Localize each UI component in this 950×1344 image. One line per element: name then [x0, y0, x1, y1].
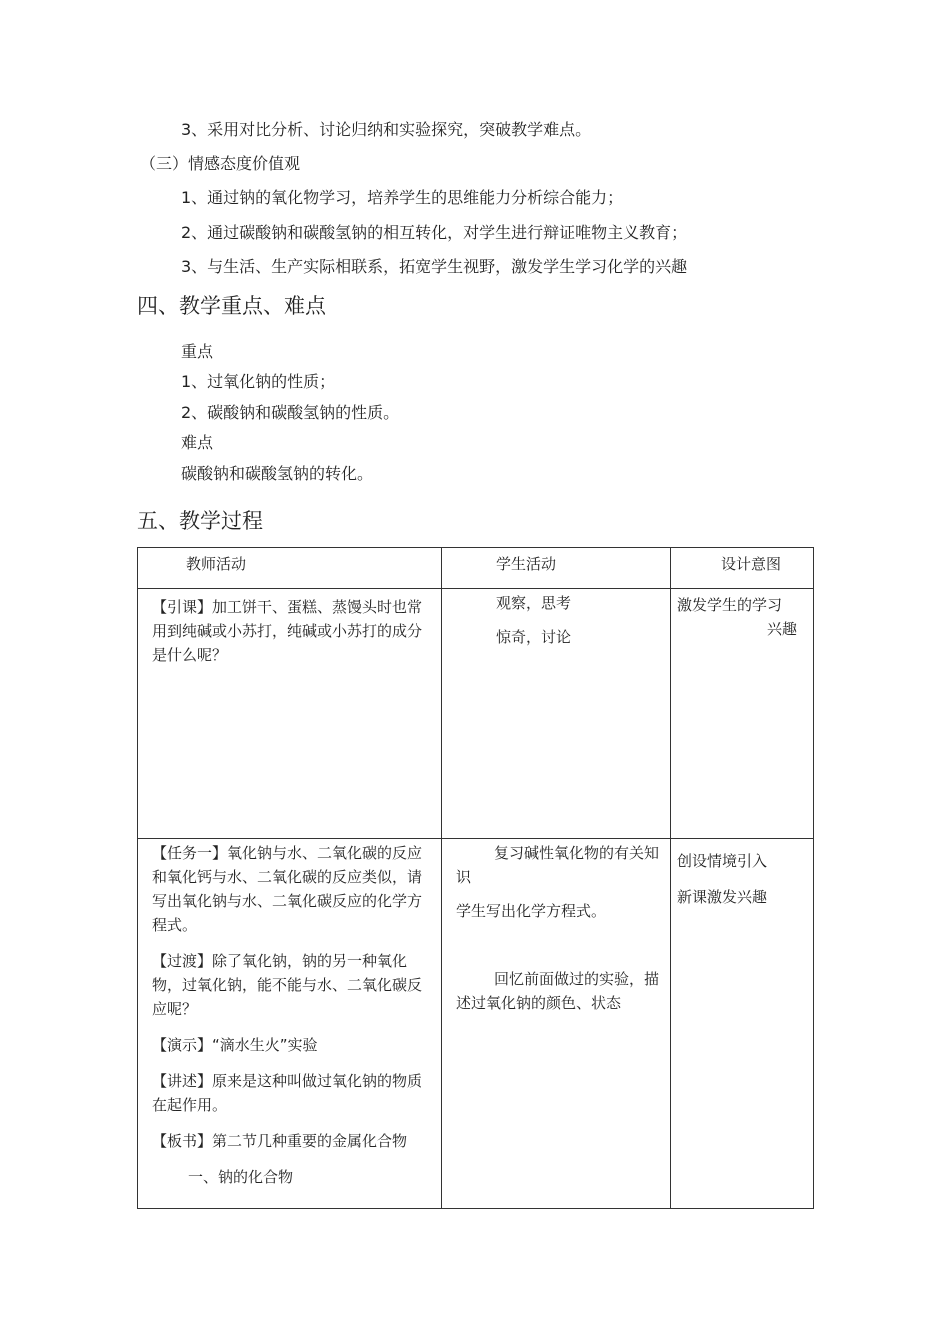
row2-teacher: 【任务一】氧化钠与水、二氧化碳的反应和氧化钙与水、二氧化碳的反应类似，请写出氧化钠与水、二氧化碳反应的化学方程式。 【过渡】除了氧化钠，钠的另一种氧化物，过氧化钠，能不能与水、二氧化碳反应呢？ 【演示】“滴水生火”实验 【讲述】原来是这种叫做过氧化钠的物质在起作用。 【板书】第二节几种重要的金属化合物 一、钠的化合物 — [138, 839, 442, 1209]
section4-heading: 四、教学重点、难点 — [137, 294, 326, 318]
table-row — [138, 589, 814, 839]
section5-heading: 五、教学过程 — [137, 509, 263, 533]
key-point-2: 2、碳酸钠和碳酸氢钠的性质。 — [181, 403, 400, 422]
difficult-point-1: 碳酸钠和碳酸氢钠的转化。 — [181, 464, 374, 483]
intro-text: 【引课】加工饼干、蛋糕、蒸馒头时也常用到纯碱或小苏打，纯碱或小苏打的成分是什么呢？ — [152, 598, 423, 664]
subsection-emotion-heading: （三）情感态度价值观 — [140, 154, 301, 173]
table-header-row — [138, 548, 814, 589]
objective-line-3: 3、采用对比分析、讨论归纳和实验探究，突破教学难点。 — [181, 120, 592, 139]
header-teacher: 教师活动 — [138, 548, 442, 589]
row2-student: 复习碱性氧化物的有关知识 学生写出化学方程式。 回忆前面做过的实验，描述过氧化钠的颜色、状态 — [442, 839, 671, 1209]
header-student: 学生活动 — [442, 548, 671, 589]
emotion-line-1: 1、通过钠的氧化物学习，培养学生的思维能力分析综合能力； — [181, 188, 624, 207]
emotion-line-2: 2、通过碳酸钠和碳酸氢钠的相互转化，对学生进行辩证唯物主义教育； — [181, 223, 688, 242]
table-row — [138, 839, 814, 1209]
emotion-line-3: 3、与生活、生产实际相联系，拓宽学生视野，激发学生学习化学的兴趣 — [181, 257, 688, 276]
header-intent: 设计意图 — [671, 548, 814, 589]
teaching-process-table — [137, 547, 814, 1209]
row2-intent: 创设情境引入 新课激发兴趣 — [671, 839, 814, 1209]
key-points-label: 重点 — [181, 342, 214, 361]
row1-teacher — [138, 589, 442, 839]
row1-intent: 激发学生的学习 兴趣 — [671, 589, 814, 839]
row1-student: 观察，思考 惊奇，讨论 — [442, 589, 671, 839]
difficult-points-label: 难点 — [181, 433, 214, 452]
key-point-1: 1、过氧化钠的性质； — [181, 372, 336, 391]
